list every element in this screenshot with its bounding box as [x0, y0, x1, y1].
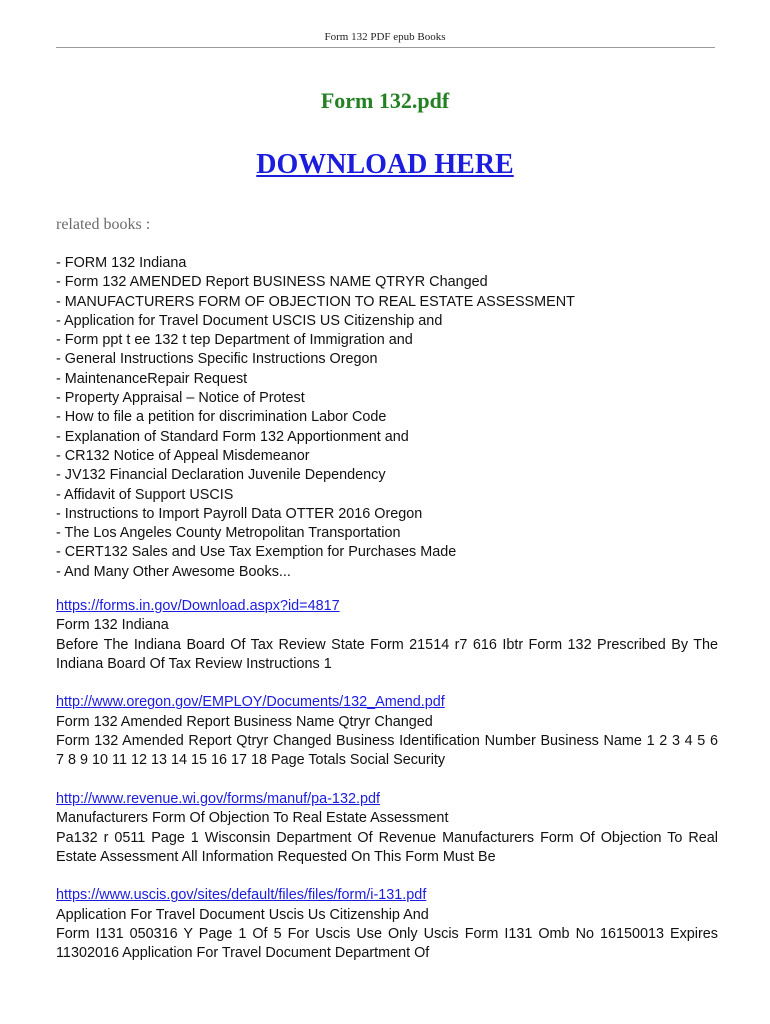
related-book-item: - MANUFACTURERS FORM OF OBJECTION TO REAL ESTATE ASSESSMENT [56, 293, 575, 310]
related-books-label: related books : [56, 216, 151, 233]
entry-title: Application For Travel Document Uscis Us Citizenship And [56, 906, 429, 923]
related-book-item: - Form ppt t ee 132 t tep Department of Immigration and [56, 332, 413, 349]
header-divider [56, 47, 715, 48]
download-link[interactable]: DOWNLOAD HERE [256, 149, 514, 180]
document-entries [56, 597, 718, 983]
entry-description: Form 132 Amended Report Qtryr Changed Business Identification Number Business Name 1 2 3 4 5 6 7 8 9 10 11 12 13 14 15 16 17 18 Page Totals Social Security [56, 733, 718, 769]
document-entry [56, 790, 718, 867]
document-entry [56, 693, 718, 770]
entry-title: Form 132 Amended Report Business Name Qtryr Changed [56, 713, 433, 730]
entry-url-link[interactable]: https://www.uscis.gov/sites/default/files/files/form/i-131.pdf [56, 887, 427, 904]
entry-description: Pa132 r 0511 Page 1 Wisconsin Department Of Revenue Manufacturers Form Of Objection To Real Estate Assessment All Information Requested On This Form Must Be [56, 829, 718, 865]
related-book-item: - Form 132 AMENDED Report BUSINESS NAME QTRYR Changed [56, 274, 488, 291]
entry-description: Form I131 050316 Y Page 1 Of 5 For Uscis Use Only Uscis Form I131 Omb No 16150013 Expires 11302016 Application For Travel Document Department Of [56, 926, 718, 962]
related-book-item: - How to file a petition for discrimination Labor Code [56, 409, 387, 426]
entry-url-link[interactable]: http://www.revenue.wi.gov/forms/manuf/pa-132.pdf [56, 790, 380, 807]
page-header: Form 132 PDF epub Books [324, 31, 446, 43]
related-book-item: - Property Appraisal – Notice of Protest [56, 390, 305, 407]
related-book-item: - The Los Angeles County Metropolitan Transportation [56, 525, 401, 542]
related-book-item: - CERT132 Sales and Use Tax Exemption for Purchases Made [56, 544, 457, 561]
entry-url-link[interactable]: http://www.oregon.gov/EMPLOY/Documents/132_Amend.pdf [56, 694, 445, 711]
related-book-item: - JV132 Financial Declaration Juvenile Dependency [56, 467, 386, 484]
document-entry [56, 886, 718, 963]
entry-title: Manufacturers Form Of Objection To Real Estate Assessment [56, 810, 449, 827]
related-books-list [56, 254, 736, 582]
document-title: Form 132.pdf [320, 88, 450, 113]
entry-url-link[interactable]: https://forms.in.gov/Download.aspx?id=4817 [56, 598, 340, 614]
entry-title: Form 132 Indiana [56, 617, 169, 634]
related-book-item: - MaintenanceRepair Request [56, 370, 248, 387]
entry-description: Before The Indiana Board Of Tax Review State Form 21514 r7 616 Ibtr Form 132 Prescribed By The Indiana Board Of Tax Review Instructions 1 [56, 636, 718, 672]
download-section [0, 149, 770, 181]
related-book-item: - CR132 Notice of Appeal Misdemeanor [56, 447, 310, 464]
related-book-item: - And Many Other Awesome Books... [56, 563, 291, 580]
related-book-item: - Explanation of Standard Form 132 Apportionment and [56, 428, 409, 445]
related-book-item: - Application for Travel Document USCIS US Citizenship and [56, 312, 443, 329]
related-book-item: - General Instructions Specific Instructions Oregon [56, 351, 378, 368]
related-book-item: - Affidavit of Support USCIS [56, 486, 234, 503]
related-book-item: - FORM 132 Indiana [56, 255, 187, 271]
related-book-item: - Instructions to Import Payroll Data OTTER 2016 Oregon [56, 505, 423, 522]
document-entry [56, 597, 718, 674]
